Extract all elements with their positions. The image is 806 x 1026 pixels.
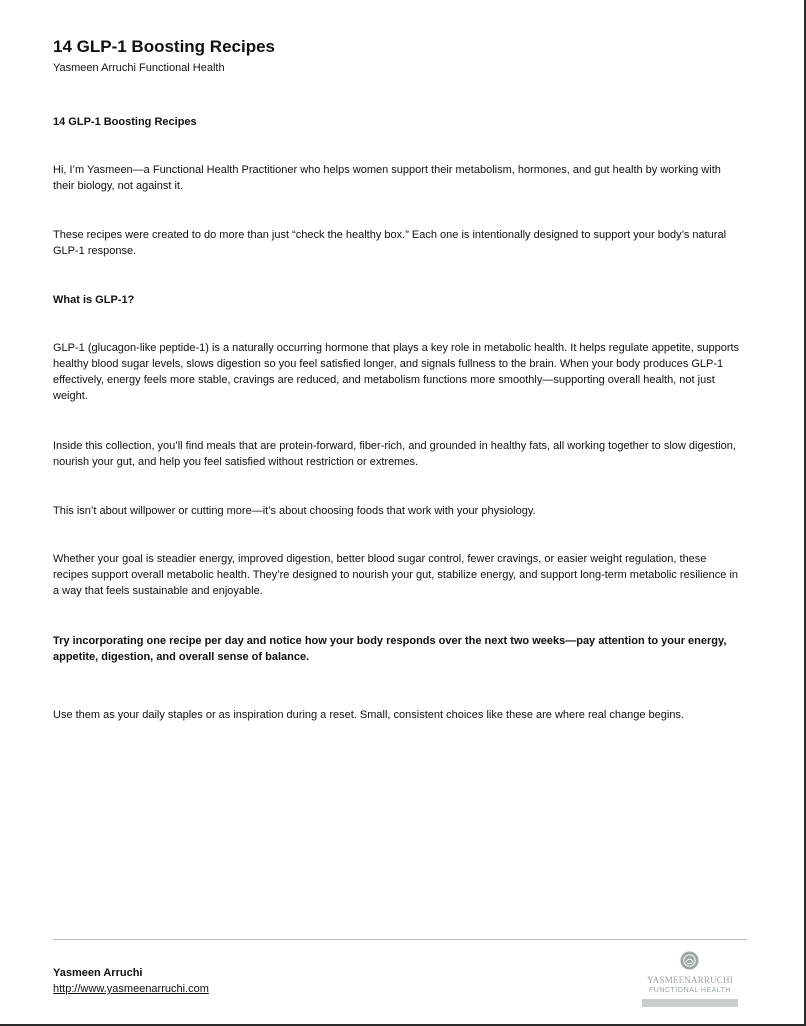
logo-bar	[642, 999, 738, 1007]
collection-paragraph: Inside this collection, you’ll find meals that are protein-forward, fiber-rich, and grounded in healthy fats, all working together to slow digestion, nourish your gut, and help you feel satisfied without restriction or extremes.	[53, 440, 736, 468]
logo-wordmark: YASMEENARRUCHI	[647, 975, 733, 985]
purpose-paragraph: These recipes were created to do more than just “check the healthy box.” Each one is intentionally designed to support your body’s natural GLP-1 response.	[53, 229, 727, 257]
closing-paragraph: Use them as your daily staples or as inspiration during a reset. Small, consistent choices like these are where real change begins.	[53, 709, 684, 721]
willpower-paragraph: This isn’t about willpower or cutting more—it’s about choosing foods that work with your physiology.	[53, 505, 536, 517]
goals-paragraph: Whether your goal is steadier energy, improved digestion, better blood sugar control, fewer cravings, or easier weight regulation, these recipes support overall metabolic health. They’re designed to nourish your gut, stabilize energy, and support long-term metabolic resilience in a way that feels sustainable and enjoyable.	[53, 553, 739, 597]
document-subtitle: Yasmeen Arruchi Functional Health	[53, 62, 225, 74]
callout-paragraph: Try incorporating one recipe per day and notice how your body responds over the next two weeks—pay attention to your energy, appetite, digestion, and overall sense of balance.	[53, 635, 727, 663]
footer-divider	[53, 939, 747, 940]
document-title: 14 GLP-1 Boosting Recipes	[53, 37, 275, 56]
what-is-glp1-heading: What is GLP-1?	[53, 294, 135, 306]
brand-logo	[640, 951, 740, 1011]
intro-paragraph: Hi, I’m Yasmeen—a Functional Health Practitioner who helps women support their metabolism, hormones, and gut health by working with their biology, not against it.	[53, 164, 721, 192]
logo-emblem-icon	[680, 951, 699, 970]
footer-author-name: Yasmeen Arruchi	[53, 967, 143, 979]
footer-website-link[interactable]: http://www.yasmeenarruchi.com	[53, 983, 209, 995]
section-heading: 14 GLP-1 Boosting Recipes	[53, 116, 197, 128]
logo-tagline: FUNCTIONAL HEALTH	[648, 987, 731, 994]
what-is-glp1-paragraph: GLP-1 (glucagon-like peptide-1) is a naturally occurring hormone that plays a key role in metabolic health. It helps regulate appetite, supports healthy blood sugar levels, slows digestion so you feel satisfied longer, and signals fullness to the brain. When your body produces GLP-1 effectively, energy feels more stable, cravings are reduced, and metabolism functions more smoothly—supporting overall health, not just weight.	[53, 342, 740, 402]
